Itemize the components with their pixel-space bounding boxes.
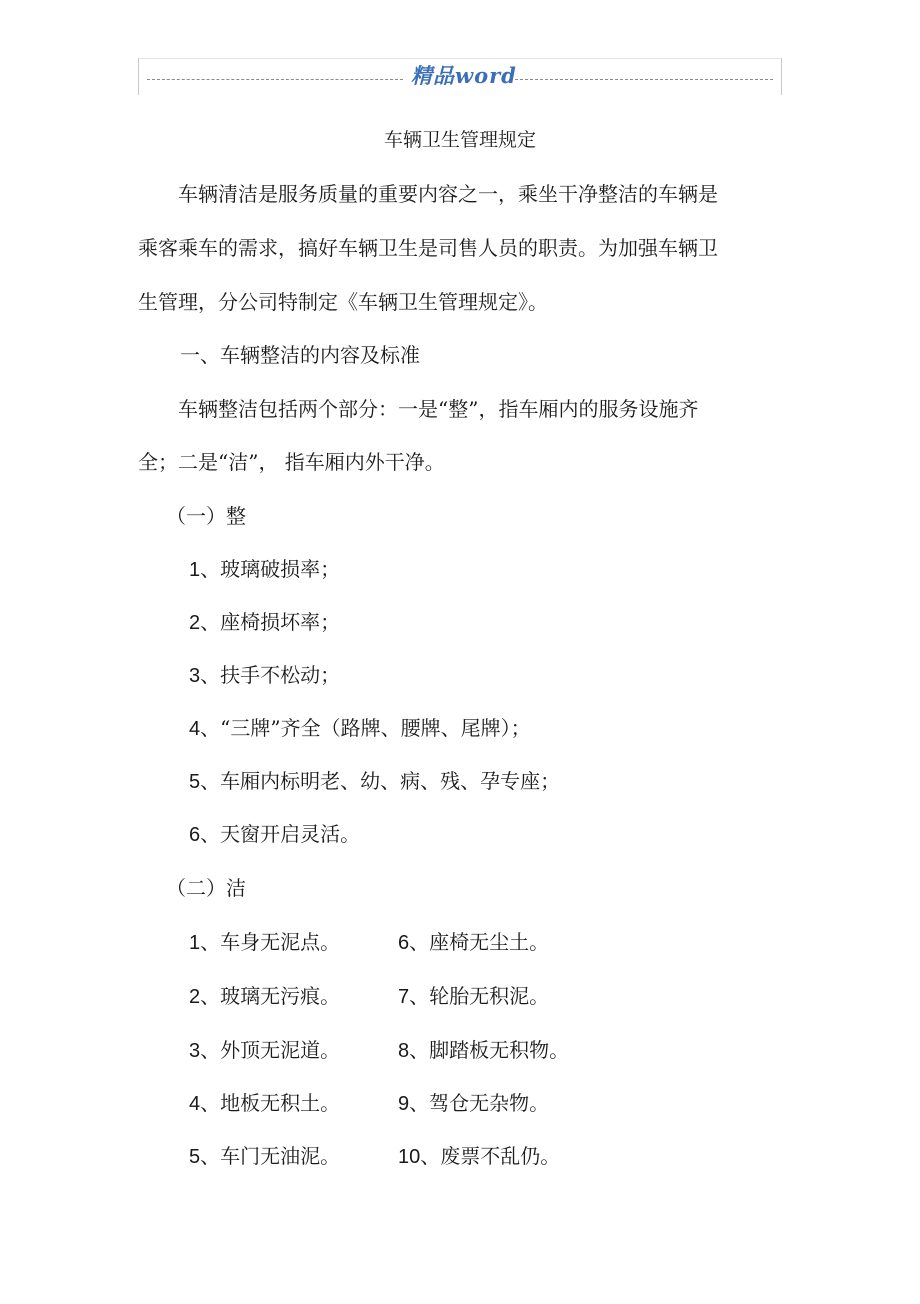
list-item-number: 5 (189, 1146, 201, 1168)
section-1-body-line-1: 车辆整洁包括两个部分：一是“整”，指车厢内的服务设施齐 (178, 397, 699, 421)
list-item-text: 、玻璃破损率； (200, 557, 341, 581)
header-logo: 精品word (411, 63, 517, 88)
intro-line-3: 生管理，分公司特制定《车辆卫生管理规定》。 (138, 290, 548, 314)
list-item-number: 1 (189, 559, 201, 581)
list-item (189, 661, 340, 690)
list-item-number: 1 (189, 932, 201, 954)
intro-line-2: 乘客乘车的需求，搞好车辆卫生是司售人员的职责。为加强车辆卫 (138, 236, 718, 260)
list-item-number: 8 (398, 1040, 410, 1062)
list-item-text: 、座椅无尘土。 (409, 930, 550, 954)
list-item-number: 4 (189, 718, 201, 740)
list-item-number: 5 (189, 771, 201, 793)
list-item-number: 9 (398, 1093, 410, 1115)
list-item-text: 、驾仓无杂物。 (409, 1091, 550, 1115)
list-item-right (398, 1089, 549, 1118)
list-item-number: 6 (398, 932, 410, 954)
list-item-text: 、座椅损坏率； (200, 610, 341, 634)
list-item-number: 2 (189, 986, 201, 1008)
list-item-number: 3 (189, 1040, 201, 1062)
list-item (189, 767, 560, 796)
list-item-left (189, 1089, 340, 1118)
list-item-right (398, 1036, 569, 1065)
list-item (189, 608, 340, 637)
list-item-text: 、车厢内标明老、幼、病、残、孕专座； (200, 769, 561, 793)
list-item-number: 7 (398, 986, 410, 1008)
list-item-text: 、车身无泥点。 (200, 930, 341, 954)
list-item-number: 2 (189, 612, 201, 634)
list-item-text: 、天窗开启灵活。 (200, 822, 361, 846)
list-item-text: 、脚踏板无积物。 (409, 1038, 570, 1062)
list-item-number: 6 (189, 824, 201, 846)
list-item-left (189, 982, 340, 1011)
list-item-left (189, 1142, 340, 1171)
list-item (189, 714, 531, 743)
list-item-text: 、“三牌”齐全（路牌、腰牌、尾牌）； (200, 716, 531, 740)
subsection-1-heading: （一）整 (166, 504, 246, 528)
list-item-number: 10 (398, 1146, 421, 1168)
list-item-text: 、轮胎无积泥。 (409, 984, 550, 1008)
document-title: 车辆卫生管理规定 (383, 129, 536, 151)
section-1-heading: 一、车辆整洁的内容及标准 (180, 343, 420, 367)
list-item-right (398, 982, 549, 1011)
list-item-text: 、废票不乱仍。 (420, 1144, 561, 1168)
page-header (138, 58, 782, 95)
header-dashed-rule-right (515, 79, 773, 80)
list-item-right (398, 928, 549, 957)
list-item-text: 、扶手不松动； (200, 663, 341, 687)
header-dashed-rule-left (147, 79, 403, 80)
list-item-number: 4 (189, 1093, 201, 1115)
list-item (189, 555, 340, 584)
list-item-number: 3 (189, 665, 201, 687)
list-item-text: 、车门无油泥。 (200, 1144, 341, 1168)
list-item-right (398, 1142, 560, 1171)
list-item-text: 、玻璃无污痕。 (200, 984, 341, 1008)
list-item-text: 、外顶无泥道。 (200, 1038, 341, 1062)
list-item-text: 、地板无积土。 (200, 1091, 341, 1115)
intro-line-1: 车辆清洁是服务质量的重要内容之一，乘坐干净整洁的车辆是 (178, 182, 718, 206)
section-1-body-line-2: 全；二是“洁”， 指车厢内外干净。 (138, 450, 445, 474)
subsection-2-heading: （二）洁 (166, 876, 246, 900)
list-item-left (189, 1036, 340, 1065)
list-item-left (189, 928, 340, 957)
list-item (189, 820, 360, 849)
